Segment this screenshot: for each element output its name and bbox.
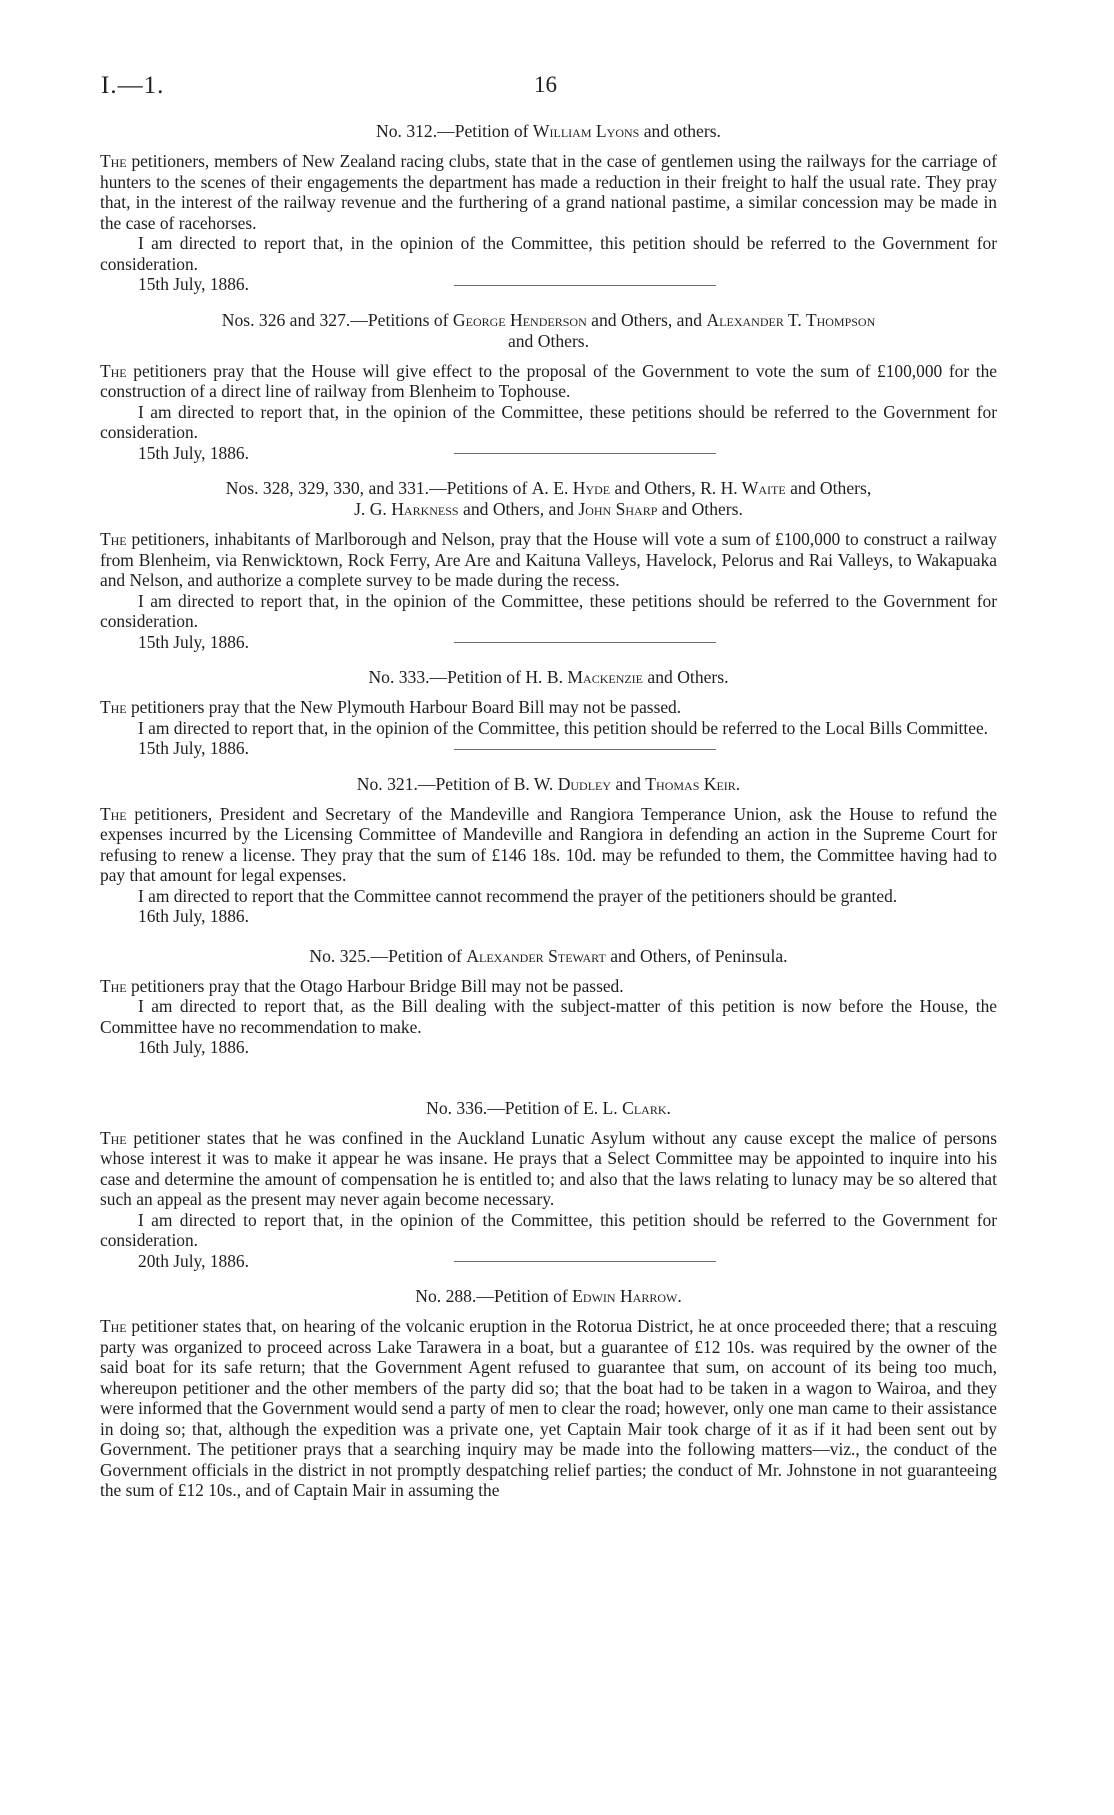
separator-rule — [454, 285, 716, 286]
petition-body: The petitioners pray that the Otago Harbour Bridge Bill may not be passed. — [100, 975, 624, 996]
report-date: 20th July, 1886. — [138, 1250, 249, 1271]
report-date: 15th July, 1886. — [138, 442, 249, 463]
petition-321 — [100, 774, 997, 927]
petition-title: No. 321.—Petition of B. W. Dudley and Thomas Keir. — [356, 773, 741, 794]
petition-body: The petitioner states that, on hearing of the volcanic eruption in the Rotorua District, he at once proceeded there; that a rescuing party was organized to proceed across Lake Tarawera in a boat, but a guarantee of £12 10s. was required by the owner of the said boat for its safe return; that the Government Agent refused to guarantee that sum, on account of its being too much, whereupon petitioner and the other members of the party did so; that the boat had to be taken in a wagon to Wairoa, and they were informed that the Government would send a party of men to clear the road; however, only one man came to their assistance in doing so; that, although the expedition was a private one, yet Captain Mair took charge of it as if it had been sent out by Government. The petitioner prays that a searching inquiry may be made into the following matters—viz., the conduct of the Government officials in the district in not promptly despatching relief parties; the conduct of Mr. Johnstone in not guaranteeing the sum of £12 10s., and of Captain Mair in assuming the — [100, 1316, 997, 1500]
separator-rule — [454, 642, 716, 643]
petition-body: The petitioners, inhabitants of Marlborough and Nelson, pray that the House will vote a sum of £100,000 to construct a railway from Blenheim, via Renwicktown, Rock Ferry, Are Are and Kaituna Valleys, Havelock, Pelorus and Rai Valleys, to Wakapuaka and Nelson, and authorize a complete survey to be made during the recess. — [100, 529, 997, 590]
petition-body: The petitioner states that he was confined in the Auckland Lunatic Asylum without any cause except the malice of persons whose interest it was to make it appear he was insane. He prays that a Select Committee may be appointed to inquire into his case and determine the amount of compensation he is entitled to; and also that the laws relating to lunacy may be so altered that such an appeal as the present may never again become necessary. — [100, 1127, 997, 1209]
committee-report: I am directed to report that, in the opinion of the Committee, these petitions should be referred to the Government for consideration. — [100, 590, 997, 631]
petition-325 — [100, 946, 997, 1058]
committee-report: I am directed to report that, in the opinion of the Committee, this petition should be referred to the Government for consideration. — [100, 1209, 997, 1250]
separator-rule — [454, 1261, 716, 1262]
petition-326-327 — [100, 310, 997, 465]
petition-312 — [100, 121, 997, 296]
page-number: 16 — [534, 72, 557, 97]
petition-title: No. 325.—Petition of Alexander Stewart and Others, of Peninsula. — [309, 945, 788, 966]
petition-title: Nos. 328, 329, 330, and 331.—Petitions of A. E. Hyde and Others, R. H. Waite and Others, — [225, 478, 872, 498]
petition-title: Nos. 326 and 327.—Petitions of George Henderson and Others, and Alexander T. Thompson — [221, 309, 876, 330]
petition-288 — [100, 1286, 997, 1501]
separator-rule — [454, 749, 716, 750]
committee-report: I am directed to report that, in the opinion of the Committee, this petition should be referred to the Local Bills Committee. — [138, 717, 989, 738]
petition-title: No. 288.—Petition of Edwin Harrow. — [415, 1286, 682, 1306]
report-date: 15th July, 1886. — [138, 738, 249, 758]
petition-title-line2: and Others. — [507, 330, 590, 351]
report-date: 16th July, 1886. — [138, 906, 249, 926]
petition-title: No. 336.—Petition of E. L. Clark. — [426, 1097, 671, 1118]
petition-body: The petitioners pray that the New Plymouth Harbour Board Bill may not be passed. — [100, 697, 682, 717]
petition-328-331 — [100, 478, 997, 653]
separator-rule — [454, 453, 716, 454]
report-date: 15th July, 1886. — [138, 274, 249, 294]
committee-report: I am directed to report that, in the opinion of the Committee, these petitions should be referred to the Government for consideration. — [100, 401, 997, 442]
petition-body: The petitioners pray that the House will give effect to the proposal of the Government to vote the sum of £100,000 for the construction of a direct line of railway from Blenheim to Tophouse. — [100, 360, 998, 401]
committee-report: I am directed to report that, in the opinion of the Committee, this petition should be referred to the Government for consideration. — [100, 233, 997, 274]
committee-report: I am directed to report that the Committee cannot recommend the prayer of the petitioners should be granted. — [138, 885, 898, 906]
petition-336 — [100, 1098, 997, 1273]
petitions-content — [100, 121, 997, 1501]
section-reference: I.—1. — [101, 72, 165, 99]
petition-title-line2: J. G. Harkness and Others, and John Sharp and Others. — [354, 499, 743, 519]
petition-body: The petitioners, President and Secretary of the Mandeville and Rangiora Temperance Union, ask the House to refund the expenses incurred by the Licensing Committee of Mandeville and Rangiora in defending an action in the Supreme Court for refusing to renew a license. They pray that the sum of £146 18s. 10d. may be refunded to them, the Committee having had to pay that amount for legal expenses. — [100, 803, 997, 885]
petition-body: The petitioners, members of New Zealand racing clubs, state that in the case of gentlemen using the railways for the carriage of hunters to the scenes of their engagements the department has made a reduction in their freight to half the usual rate. They pray that, in the interest of the railway revenue and the furthering of a grand national pastime, a similar concession may be made in the case of racehorses. — [100, 151, 997, 233]
petition-333 — [100, 667, 997, 760]
petition-title: No. 333.—Petition of H. B. Mackenzie and Others. — [368, 667, 729, 687]
report-date: 15th July, 1886. — [138, 631, 249, 652]
petition-title: No. 312.—Petition of William Lyons and others. — [376, 121, 721, 141]
report-date: 16th July, 1886. — [138, 1037, 249, 1057]
committee-report: I am directed to report that, as the Bill dealing with the subject-matter of this petition is now before the House, the Committee have no recommendation to make. — [100, 996, 997, 1037]
